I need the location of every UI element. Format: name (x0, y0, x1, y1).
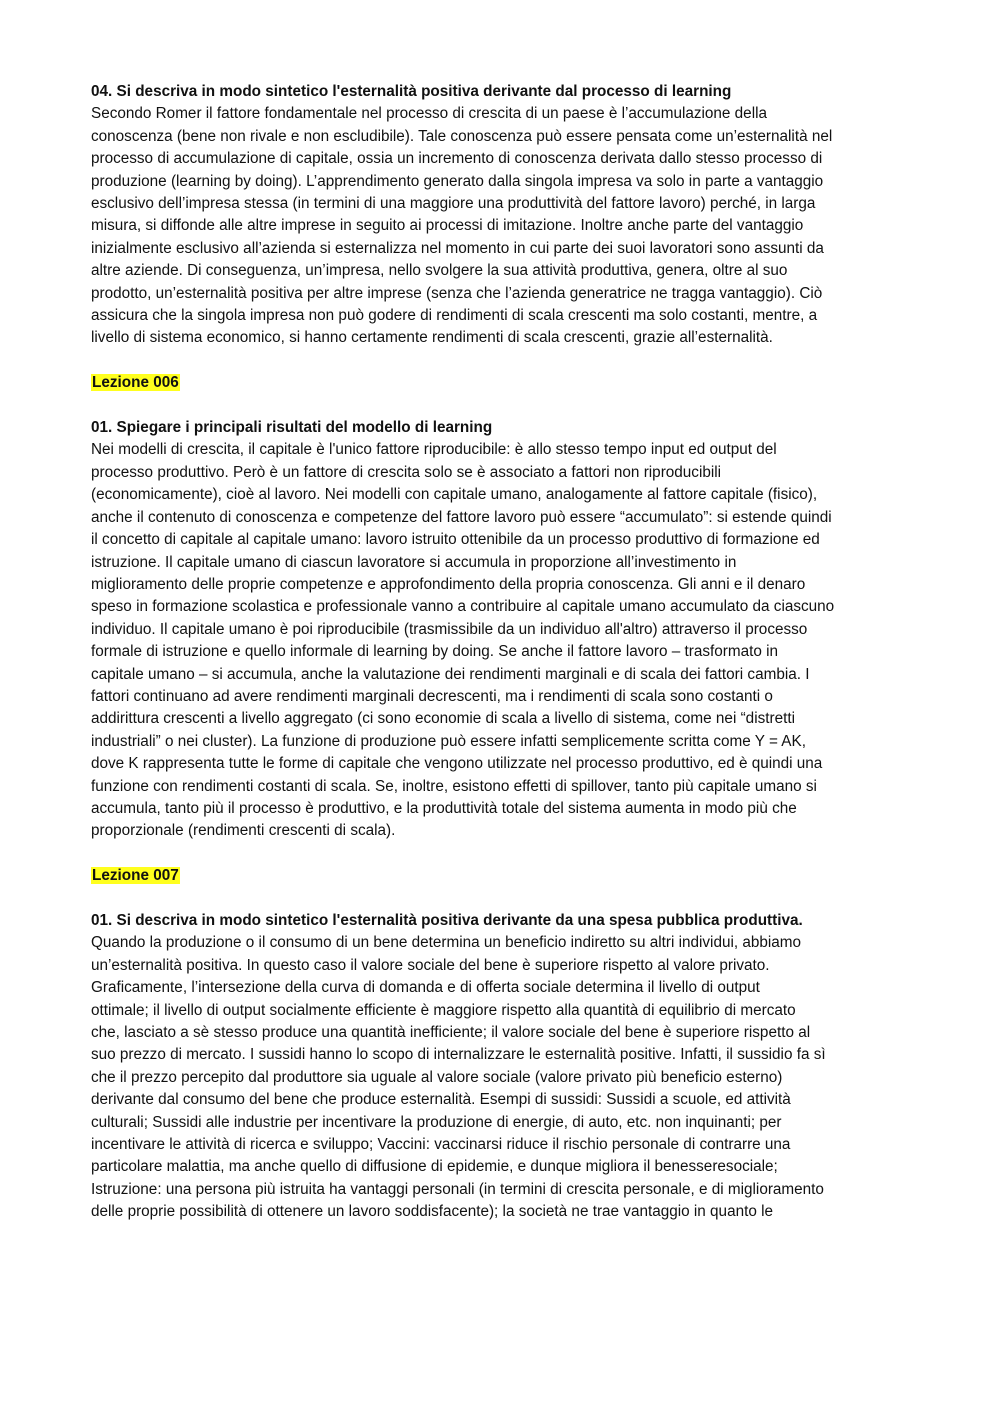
text-line: Nei modelli di crescita, il capitale è l'unico fattore riproducibile: è allo stesso tempo input ed output del (91, 441, 777, 459)
spacer (91, 843, 913, 865)
text-line: conoscenza (bene non rivale e non escludibile). Tale conoscenza può essere pensata come un’esternalità nel (91, 127, 833, 145)
text-line: incentivare le attività di ricerca e sviluppo; Vaccini: vaccinarsi riduce il rischio personale di contrarre una (91, 1136, 791, 1154)
text-line: che, lasciato a sè stesso produce una quantità inefficiente; il valore sociale del bene è superiore rispetto al (91, 1024, 811, 1041)
text-line: Quando la produzione o il consumo di un bene determina un beneficio indiretto su altri individui, abbiamo (91, 934, 802, 952)
text-line: miglioramento delle proprie competenze e approfondimento della propria conoscenza. Gli anni e il denaro (91, 575, 806, 593)
text-line: formale di istruzione e quello informale di learning by doing. Se anche il fattore lavoro – trasformato in (91, 643, 779, 661)
text-line: addirittura crescenti a livello aggregato (ci sono economie di scala a livello di sistema, come nei “distretti (91, 710, 795, 728)
text-line: misura, si diffonde alle altre imprese in seguito ai processi di imitazione. Inoltre anche parte del vantaggio (91, 217, 804, 235)
text-line: esclusivo dell’impresa stessa (in termini di una maggiore una produttività del fattore lavoro) perché, in larga (91, 195, 816, 213)
answer-paragraph (91, 932, 913, 1223)
text-line: altre aziende. Di conseguenza, un’impresa, nello svolgere la sua attività produttiva, genera, oltre al suo (91, 262, 788, 280)
text-line: anche il contenuto di conoscenza e competenze del fattore lavoro può essere “accumulato”: si estende quindi (91, 508, 832, 526)
text-line: istruzione. Il capitale umano di ciascun lavoratore si accumula in proporzione all’investimento in (91, 553, 737, 571)
answer-paragraph (91, 439, 913, 842)
document-page (91, 81, 913, 1224)
text-line: produzione (learning by doing). L’apprendimento generato dalla singola impresa va solo in parte a vantaggio (91, 172, 824, 190)
text-line: dove K rappresenta tutte le forme di capitale che vengono utilizzate nel processo produttivo, ed è quindi una (91, 755, 823, 773)
text-line: Graficamente, l’intersezione della curva di domanda e di offerta sociale determina il livello di output (91, 979, 760, 997)
lesson-heading-highlight: Lezione 006 (92, 374, 179, 392)
text-line: che il prezzo percepito dal produttore sia uguale al valore sociale (valore privato più beneficio esterno) (91, 1068, 783, 1086)
text-line: ottimale; il livello di output socialmente efficiente è maggiore rispetto alla quantità di equilibrio di mercato (91, 1001, 796, 1019)
text-line: culturali; Sussidi alle industrie per incentivare la produzione di energie, di auto, etc. non inquinanti; per (91, 1113, 782, 1131)
text-line: il concetto di capitale al capitale umano: lavoro istruito ottenibile da un processo produttivo di formazione ed (91, 531, 820, 549)
text-line: accumula, tanto più il processo è produttivo, e la produttività totale del sistema aumenta in modo più che (91, 799, 797, 817)
text-line: livello di sistema economico, si hanno certamente rendimenti di scala crescenti, grazie all’esternalità. (91, 329, 773, 347)
text-line: prodotto, un’esternalità positiva per altre imprese (senza che l’azienda generatrice ne tragga vantaggio). Ciò (91, 284, 823, 302)
question-heading: 01. Spiegare i principali risultati del modello di learning (91, 419, 493, 437)
text-line: industriali” o nei cluster). La funzione di produzione può essere infatti semplicemente scritta come Y = AK, (91, 732, 806, 750)
answer-paragraph (91, 103, 913, 349)
text-line: inizialmente esclusivo all’azienda si esternalizza nel momento in cui parte dei suoi lavoratori sono assunti da (91, 239, 824, 257)
text-line: Istruzione: una persona più istruita ha vantaggi personali (in termini di crescita personale, e di miglioramento (91, 1180, 824, 1198)
text-line: (economicamente), cioè al lavoro. Nei modelli con capitale umano, analogamente al fattore capitale (fisico), (91, 486, 818, 504)
text-line: suo prezzo di mercato. I sussidi hanno lo scopo di internalizzare le esternalità positive. Infatti, il sussidio fa sì (91, 1046, 826, 1064)
text-line: derivante dal consumo del bene che produce esternalità. Esempi di sussidi: Sussidi a scuole, ed attività (91, 1091, 791, 1109)
text-line: speso in formazione scolastica e professionale vanno a contribuire al capitale umano accumulato da ciascuno (91, 598, 835, 616)
text-line: particolare malattia, ma anche quello di diffusione di epidemie, e dunque migliora il benesseresociale; (91, 1158, 778, 1176)
text-line: individuo. Il capitale umano è poi riproducibile (trasmissibile da un individuo all'altro) attraverso il processo (91, 620, 808, 638)
text-line: processo produttivo. Però è un fattore di crescita solo se è associato a fattori non riproducibili (91, 463, 722, 481)
lesson-heading-highlight: Lezione 007 (92, 867, 179, 885)
spacer (91, 395, 913, 417)
question-heading: 04. Si descriva in modo sintetico l'esternalità positiva derivante dal processo di learning (91, 83, 732, 100)
text-line: funzione con rendimenti costanti di scala. Se, inoltre, esistono effetti di spillover, tanto più capitale umano si (91, 777, 817, 795)
spacer (91, 350, 913, 372)
lesson-heading (91, 865, 913, 887)
text-line: un’esternalità positiva. In questo caso il valore sociale del bene è superiore rispetto al valore privato. (91, 956, 770, 974)
text-line: capitale umano – si accumula, anche la valutazione dei rendimenti marginali e di scala dei fattori cambia. I (91, 665, 810, 683)
spacer (91, 888, 913, 910)
text-line: fattori continuano ad avere rendimenti marginali decrescenti, ma i rendimenti di scala sono costanti o (91, 687, 773, 705)
question-heading: 01. Si descriva in modo sintetico l'esternalità positiva derivante da una spesa pubblica produttiva. (91, 911, 803, 929)
text-line: Secondo Romer il fattore fondamentale nel processo di crescita di un paese è l’accumulazione della (91, 105, 767, 123)
text-line: processo di accumulazione di capitale, ossia un incremento di conoscenza derivata dallo stesso processo di (91, 150, 823, 168)
text-line: delle proprie possibilità di ottenere un lavoro soddisfacente); la società ne trae vantaggio in quanto le (91, 1203, 773, 1221)
lesson-heading (91, 372, 913, 394)
text-line: proporzionale (rendimenti crescenti di scala). (91, 822, 396, 840)
text-line: assicura che la singola impresa non può godere di rendimenti di scala crescenti ma solo costanti, mentre, a (91, 307, 818, 325)
